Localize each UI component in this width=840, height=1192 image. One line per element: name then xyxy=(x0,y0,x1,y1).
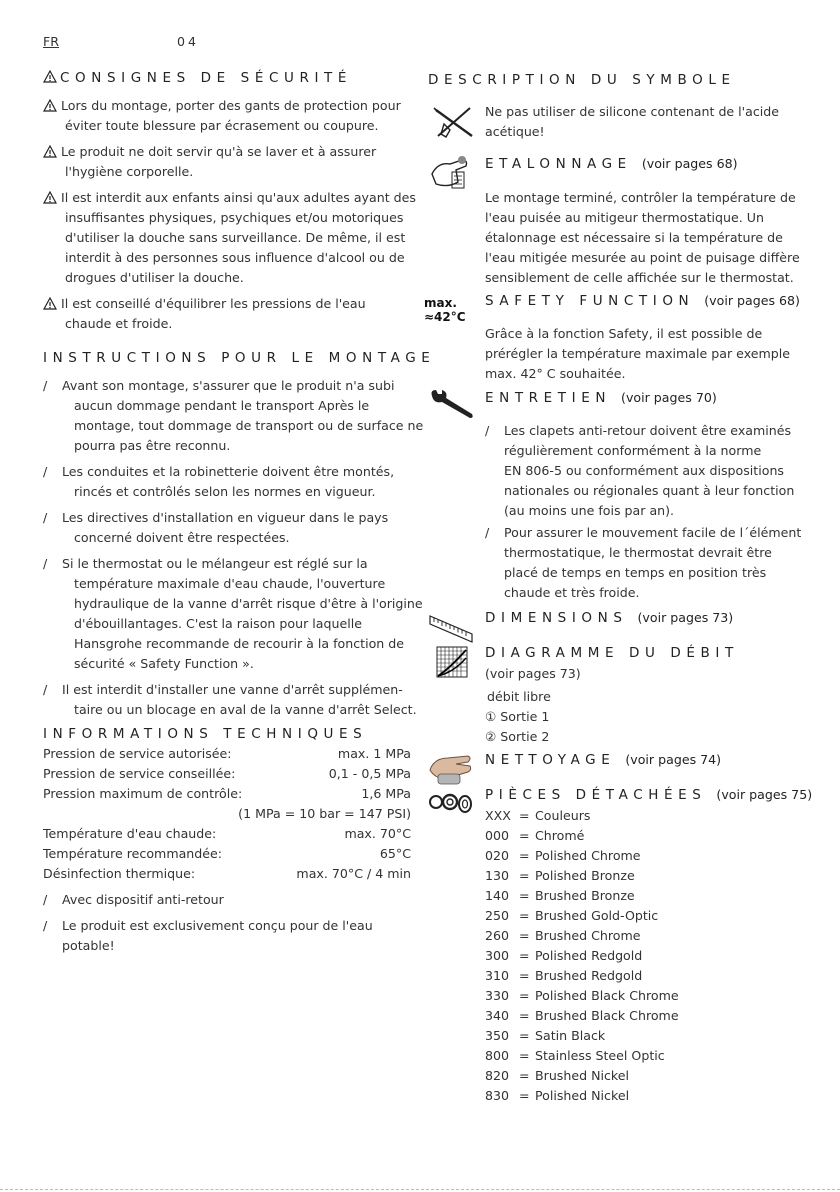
ruler-icon xyxy=(428,612,474,644)
text-line: potable! xyxy=(62,938,115,953)
spec-row xyxy=(43,864,411,884)
text-line: Il est interdit aux enfants ainsi qu'aux adultes ayant des xyxy=(61,190,416,205)
part-code: 350 xyxy=(485,1028,510,1043)
dimensions-ref: (voir pages 73) xyxy=(637,610,734,625)
spec-label: Température recommandée: xyxy=(43,846,223,861)
spare-part-row xyxy=(485,1086,679,1106)
spec-label: Pression de service conseillée: xyxy=(43,766,236,781)
safety-function-heading xyxy=(485,293,800,309)
part-code: 130 xyxy=(485,868,510,883)
equals-sign: = xyxy=(519,968,530,983)
spare-parts-icon xyxy=(428,790,474,818)
text-line: Il est interdit d'installer une vanne d'arrêt supplémen- xyxy=(62,682,403,697)
part-name: Brushed Nickel xyxy=(535,1068,630,1083)
spare-part-row xyxy=(485,826,679,846)
part-code: 340 xyxy=(485,1008,510,1023)
safety-item xyxy=(61,294,366,334)
spare-part-row xyxy=(485,946,679,966)
maintenance-item xyxy=(504,421,794,521)
maintenance-ref: (voir pages 70) xyxy=(621,390,717,405)
spare-part-row xyxy=(485,926,679,946)
spec-row xyxy=(43,844,411,864)
part-name: Polished Black Chrome xyxy=(535,988,679,1003)
part-code: XXX xyxy=(485,808,511,823)
text-line: EN 806-5 ou conformément aux dispositions xyxy=(504,463,784,478)
text-line: hydraulique de la vanne d'arrêt risque d'être à l'origine xyxy=(74,596,423,611)
bullet-slash: / xyxy=(43,378,48,393)
equals-sign: = xyxy=(519,1008,530,1023)
equals-sign: = xyxy=(519,948,530,963)
bullet-slash: / xyxy=(43,464,48,479)
spec-label: Température d'eau chaude: xyxy=(43,826,217,841)
part-code: 300 xyxy=(485,948,510,963)
spare-part-row xyxy=(485,1026,679,1046)
part-name: Brushed Bronze xyxy=(535,888,635,903)
dimensions-title: DIMENSIONS xyxy=(485,610,628,626)
part-name: Polished Chrome xyxy=(535,848,641,863)
spec-value: 1,6 MPa xyxy=(361,786,411,801)
safety-item xyxy=(61,142,376,182)
max-temp-icon xyxy=(424,296,466,324)
text-line: max. 42° C souhaitée. xyxy=(485,366,626,381)
text-line: chaude et froide. xyxy=(65,316,173,331)
part-name: Brushed Gold-Optic xyxy=(535,908,659,923)
equals-sign: = xyxy=(519,868,530,883)
text-line: régulièrement conformément à la norme xyxy=(504,443,762,458)
text-line: pourra pas être reconnu. xyxy=(74,438,231,453)
maintenance-title: ENTRETIEN xyxy=(485,390,612,406)
text-line: l'eau puisée au mitigeur thermostatique. Un xyxy=(485,210,764,225)
spare-parts-list xyxy=(485,806,679,1106)
flow-outlet-1: ① Sortie 1 xyxy=(485,709,550,724)
safety-function-title: SAFETY FUNCTION xyxy=(485,293,695,309)
text-line: interdit à des personnes sous influence d'alcool ou de xyxy=(65,250,405,265)
part-code: 000 xyxy=(485,828,510,843)
spec-value: max. 70°C xyxy=(344,826,411,841)
part-name: Polished Bronze xyxy=(535,868,635,883)
bullet-slash: / xyxy=(485,525,490,540)
part-code: 140 xyxy=(485,888,510,903)
text-line: aucun dommage pendant le transport Après le xyxy=(74,398,370,413)
wrench-icon xyxy=(428,388,476,422)
warning-icon xyxy=(43,70,57,83)
calibration-paragraph xyxy=(485,188,800,288)
text-line: éviter toute blessure par écrasement ou coupure. xyxy=(65,118,379,133)
spare-part-row xyxy=(485,866,679,886)
safety-item xyxy=(61,96,401,136)
text-line: concerné doivent être respectées. xyxy=(74,530,290,545)
spec-value: max. 70°C / 4 min xyxy=(296,866,411,881)
bullet-slash: / xyxy=(43,892,48,907)
text-line: d'utiliser la douche sans surveillance. De même, il est xyxy=(65,230,406,245)
text-line: drogues d'utiliser la douche. xyxy=(65,270,244,285)
part-code: 830 xyxy=(485,1088,510,1103)
bullet-slash: / xyxy=(43,682,48,697)
text-line: placé de temps en temps en position très xyxy=(504,565,767,580)
cleaning-heading xyxy=(485,752,721,768)
part-code: 260 xyxy=(485,928,510,943)
text-line: Si le thermostat ou le mélangeur est réglé sur la xyxy=(62,556,368,571)
part-code: 800 xyxy=(485,1048,510,1063)
text-line: Les conduites et la robinetterie doivent être montés, xyxy=(62,464,395,479)
part-name: Brushed Redgold xyxy=(535,968,643,983)
spec-value: 0,1 - 0,5 MPa xyxy=(328,766,411,781)
flow-chart-icon xyxy=(436,646,468,678)
part-name: Chromé xyxy=(535,828,585,843)
text-line: Les directives d'installation en vigueur dans le pays xyxy=(62,510,389,525)
equals-sign: = xyxy=(519,1088,530,1103)
spec-row xyxy=(43,764,411,784)
bottom-divider xyxy=(0,1189,840,1190)
equals-sign: = xyxy=(519,848,530,863)
text-line: Avec dispositif anti-retour xyxy=(62,892,224,907)
install-item xyxy=(62,508,388,548)
text-line: d'ébouillantages. C'est la raison pour laquelle xyxy=(74,616,362,631)
spare-part-row xyxy=(485,1066,679,1086)
text-line: Le produit ne doit servir qu'à se laver et à assurer xyxy=(61,144,377,159)
part-code: 250 xyxy=(485,908,510,923)
text-line: Hansgrohe recommande de recourir à la fonction de xyxy=(74,636,405,651)
bullet-slash: / xyxy=(485,423,490,438)
part-code: 020 xyxy=(485,848,510,863)
safety-title: CONSIGNES DE SÉCURITÉ xyxy=(60,70,353,86)
cleaning-title: NETTOYAGE xyxy=(485,752,616,768)
text-line: insuffisantes physiques, psychiques et/ou motoriques xyxy=(65,210,404,225)
spec-row xyxy=(43,824,411,844)
silicone-text xyxy=(485,102,779,142)
safety-heading xyxy=(43,70,352,86)
text-line: nationales ou régionales quant à leur fonction xyxy=(504,483,795,498)
safety-item xyxy=(61,188,416,288)
text-line: acétique! xyxy=(485,124,545,139)
part-name: Polished Redgold xyxy=(535,948,643,963)
part-name: Polished Nickel xyxy=(535,1088,630,1103)
bullet-slash: / xyxy=(43,510,48,525)
spares-ref: (voir pages 75) xyxy=(716,787,813,802)
flow-ref: (voir pages 73) xyxy=(485,666,581,681)
text-line: thermostatique, le thermostat devrait être xyxy=(504,545,772,560)
calibration-title: ETALONNAGE xyxy=(485,156,632,172)
bullet-slash: / xyxy=(43,918,48,933)
text-line: sensiblement de celle affichée sur le thermostat. xyxy=(485,270,794,285)
spec-row xyxy=(43,744,411,764)
equals-sign: = xyxy=(519,1048,530,1063)
warning-icon xyxy=(43,191,57,204)
safety-function-paragraph xyxy=(485,324,790,384)
spare-part-row xyxy=(485,986,679,1006)
spares-heading xyxy=(485,787,812,803)
calibration-hand-icon xyxy=(428,152,472,192)
text-line: Il est conseillé d'équilibrer les pressions de l'eau xyxy=(61,296,366,311)
equals-sign: = xyxy=(519,1068,530,1083)
spare-part-row xyxy=(485,846,679,866)
equals-sign: = xyxy=(519,828,530,843)
spec-value: max. 1 MPa xyxy=(337,746,411,761)
spec-label: Désinfection thermique: xyxy=(43,866,196,881)
text-line: montage, tout dommage de transport ou de surface ne xyxy=(74,418,424,433)
spare-part-row xyxy=(485,886,679,906)
install-item xyxy=(62,462,394,502)
text-line: l'hygiène corporelle. xyxy=(65,164,194,179)
spec-row xyxy=(43,804,411,824)
flow-free: débit libre xyxy=(487,689,551,704)
equals-sign: = xyxy=(519,888,530,903)
tech-heading: INFORMATIONS TECHNIQUES xyxy=(43,726,368,742)
text-line: (au moins une fois par an). xyxy=(504,503,675,518)
text-line: Les clapets anti-retour doivent être examinés xyxy=(504,423,792,438)
maintenance-heading xyxy=(485,390,717,406)
dimensions-heading xyxy=(485,610,733,626)
flow-outlet-2: ② Sortie 2 xyxy=(485,729,550,744)
silicone-gun-icon xyxy=(432,104,476,140)
text-line: rincés et contrôlés selon les normes en vigueur. xyxy=(74,484,376,499)
equals-sign: = xyxy=(519,908,530,923)
text-line: l'eau mitigée mesurée au point de puisage diffère xyxy=(485,250,800,265)
equals-sign: = xyxy=(519,808,530,823)
spec-row xyxy=(43,784,411,804)
equals-sign: = xyxy=(519,928,530,943)
spare-part-row xyxy=(485,1006,679,1026)
equals-sign: = xyxy=(519,1028,530,1043)
part-name: Stainless Steel Optic xyxy=(535,1048,665,1063)
part-name: Brushed Chrome xyxy=(535,928,641,943)
text-line: chaude et très froide. xyxy=(504,585,640,600)
symbols-heading: DESCRIPTION DU SYMBOLE xyxy=(428,72,736,88)
part-name: Satin Black xyxy=(535,1028,606,1043)
text-line: taire ou un blocage en aval de la vanne d'arrêt Select. xyxy=(74,702,417,717)
warning-icon xyxy=(43,297,57,310)
text-line: température maximale d'eau chaude, l'ouverture xyxy=(74,576,386,591)
cleaning-hand-icon xyxy=(428,752,474,788)
tech-note xyxy=(62,890,224,910)
language-code: FR xyxy=(43,34,59,49)
part-code: 820 xyxy=(485,1068,510,1083)
tech-note xyxy=(62,916,373,956)
install-heading: INSTRUCTIONS POUR LE MONTAGE xyxy=(43,350,436,366)
warning-icon xyxy=(43,99,57,112)
page-number: 04 xyxy=(177,34,200,49)
calibration-ref: (voir pages 68) xyxy=(641,156,738,171)
text-line: sécurité « Safety Function ». xyxy=(74,656,254,671)
text-line: Lors du montage, porter des gants de protection pour xyxy=(61,98,401,113)
max-temp-line1: max. xyxy=(424,296,457,310)
calibration-heading xyxy=(485,156,738,172)
safety-function-ref: (voir pages 68) xyxy=(704,293,800,308)
text-line: Grâce à la fonction Safety, il est possible de xyxy=(485,326,763,341)
install-item xyxy=(62,680,417,720)
spec-label: Pression de service autorisée: xyxy=(43,746,232,761)
text-line: Ne pas utiliser de silicone contenant de l'acide xyxy=(485,104,780,119)
text-line: prérégler la température maximale par exemple xyxy=(485,346,791,361)
equals-sign: = xyxy=(519,988,530,1003)
spares-title: PIÈCES DÉTACHÉES xyxy=(485,787,707,803)
install-item xyxy=(62,376,423,456)
spec-label: Pression maximum de contrôle: xyxy=(43,786,243,801)
spec-value: (1 MPa = 10 bar = 147 PSI) xyxy=(238,806,411,821)
part-code: 310 xyxy=(485,968,510,983)
maintenance-item xyxy=(504,523,801,603)
cleaning-ref: (voir pages 74) xyxy=(625,752,722,767)
bullet-slash: / xyxy=(43,556,48,571)
spare-part-row xyxy=(485,1046,679,1066)
install-item xyxy=(62,554,423,674)
text-line: Avant son montage, s'assurer que le produit n'a subi xyxy=(62,378,395,393)
spare-part-row xyxy=(485,966,679,986)
text-line: Le produit est exclusivement conçu pour de l'eau xyxy=(62,918,373,933)
part-code: 330 xyxy=(485,988,510,1003)
spare-part-row xyxy=(485,806,679,826)
warning-icon xyxy=(43,145,57,158)
part-name: Couleurs xyxy=(535,808,591,823)
spec-value: 65°C xyxy=(379,846,411,861)
text-line: Le montage terminé, contrôler la température de xyxy=(485,190,796,205)
text-line: étalonnage est nécessaire si la température de xyxy=(485,230,783,245)
spare-part-row xyxy=(485,906,679,926)
part-name: Brushed Black Chrome xyxy=(535,1008,679,1023)
text-line: Pour assurer le mouvement facile de l´élément xyxy=(504,525,802,540)
flow-heading: DIAGRAMME DU DÉBIT xyxy=(485,645,739,661)
max-temp-line2: ≈42°C xyxy=(424,310,466,324)
